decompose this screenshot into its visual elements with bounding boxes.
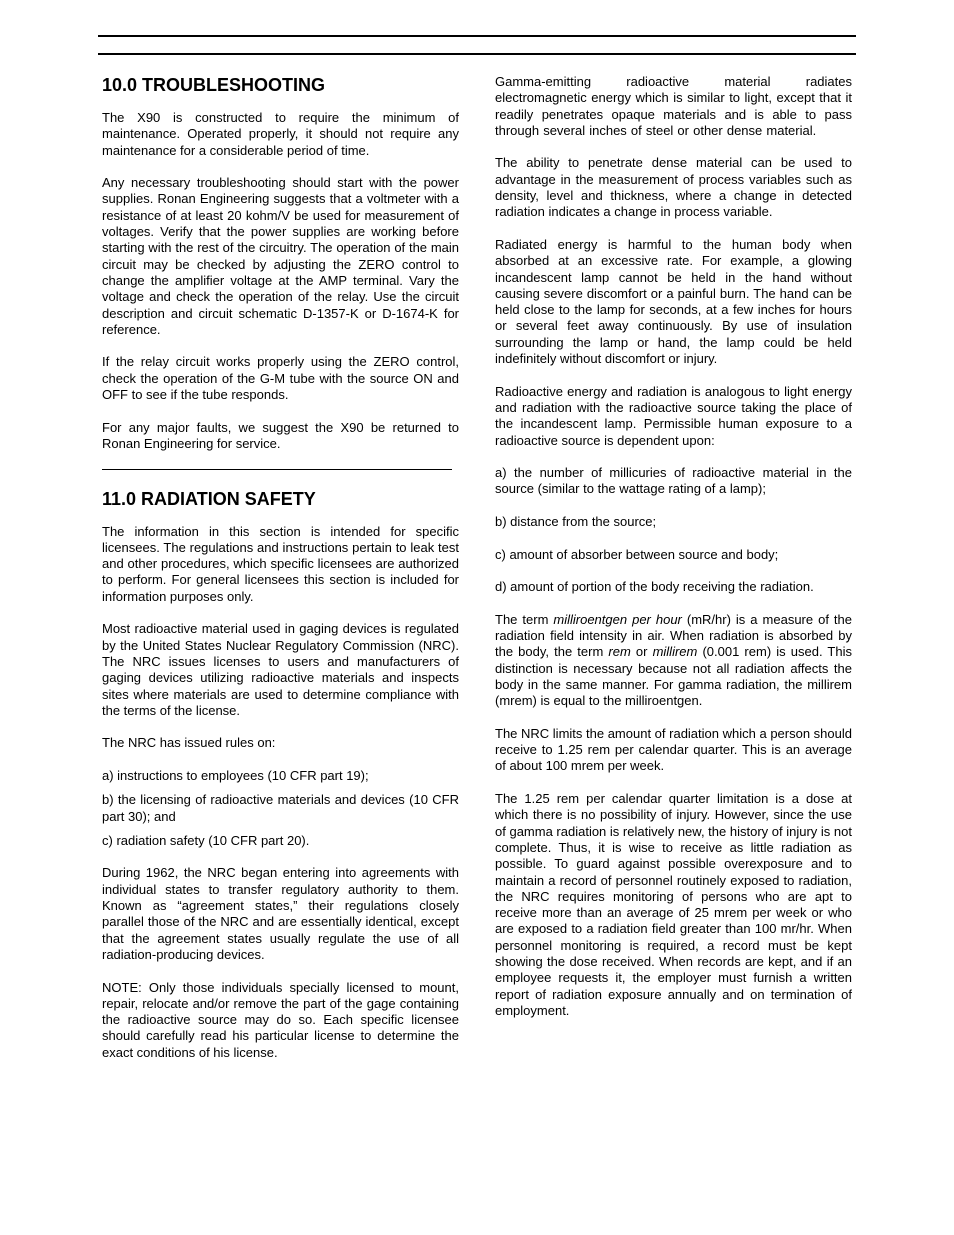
units-text: (mR/hr) is a measure of the radiation field intensity in air. When radiation is absorbed by the body, the term	[495, 611, 853, 660]
troubleshooting-paragraph: The X90 is constructed to require the minimum of maintenance. Operated properly, it should not require any maintenance for a considerable period of time.	[102, 110, 459, 158]
left-column	[102, 74, 459, 1077]
exposure-factor-item: c) amount of absorber between source and body;	[495, 546, 779, 562]
note-paragraph: NOTE: Only those individuals specially licensed to mount, repair, relocate and/or remove the part of the gage containing the radioactive source may do so. Each specific licensee should carefully read his particular license to determine the exact conditions of his license.	[102, 979, 459, 1060]
units-text: The term	[495, 611, 554, 627]
radiation-safety-paragraph: During 1962, the NRC began entering into agreements with individual states to transfer regulatory authority to them. Known as “agreement states,” their regulations closely parallel those of the NRC and are essentially identical, except that the agreement states usually regulate the use of all radiation-producing devices.	[102, 865, 459, 962]
radiation-safety-heading: 11.0 RADIATION SAFETY	[102, 488, 316, 509]
units-paragraph	[495, 612, 852, 710]
header-rule-bottom	[98, 53, 856, 55]
units-text: or	[630, 644, 653, 660]
radiation-safety-paragraph: Most radioactive material used in gaging devices is regulated by the United States Nuclear Regulatory Commission (NRC). The NRC issues licenses to users and manufacturers of gaging devices utilizing radioactive materials and inspects sites where materials are used to determine compliance with the terms of the license.	[102, 621, 459, 718]
troubleshooting-paragraph: Any necessary troubleshooting should start with the power supplies. Ronan Engineering suggests that a voltmeter with a resistance of at least 20 kohm/V be used for measurement of voltages. Verify that the power supplies are working before starting with the rest of the circuitry. The operation of the main circuit may be checked by adjusting the ZERO control to change the amplifier voltage at the AMP terminal. Vary the voltage and check the operation of the relay. Use the circuit description and circuit schematic D-1357-K or D-1674-K for reference.	[102, 175, 459, 337]
troubleshooting-heading: 10.0 TROUBLESHOOTING	[102, 75, 326, 95]
nrc-rule-item: c) radiation safety (10 CFR part 20).	[102, 832, 310, 848]
gamma-paragraph: Gamma-emitting radioactive material radiates electromagnetic energy which is similar to light, except that it readily penetrates opaque materials and is able to pass through several inches of steel or other dense material.	[495, 74, 852, 138]
radiation-safety-paragraph: The NRC has issued rules on:	[102, 735, 276, 751]
troubleshooting-paragraph: If the relay circuit works properly using the ZERO control, check the operation of the G-M tube with the source ON and OFF to see if the tube responds.	[102, 354, 459, 403]
troubleshooting-paragraph: For any major faults, we suggest the X90 be returned to Ronan Engineering for service.	[102, 419, 459, 451]
limits-paragraph: The 1.25 rem per calendar quarter limitation is a dose at which there is no possibility of injury. However, since the use of gamma radiation is relatively new, the history of injury is not complete. Thus, it is wise to receive as little radiation as possible. To guard against possible overexposure and to maintain a record of personnel routinely exposed to radiation, the NRC requires monitoring of persons who are apt to receive more than an average of 25 mrem per week or who are exposed to a radiation field greater than 100 mr/hr. When personnel monitoring is required, a record must be kept showing the dose received. When records are kept, and if an employee requests it, the employer must furnish a written report of radiation exposure annually and on termination of employment.	[495, 791, 852, 1018]
section-separator	[102, 469, 452, 470]
radiation-safety-paragraph: The information in this section is intended for specific licensees. The regulations and instructions pertain to leak test and other procedures, which specific licensees are authorized to perform. For general licensees this section is included for information purposes only.	[102, 523, 459, 604]
units-term: milliroentgen per hour	[553, 611, 682, 627]
exposure-factor-item: a) the number of millicuries of radioactive material in the source (similar to the wattage rating of a lamp);	[495, 465, 852, 497]
header-rule-top	[98, 35, 856, 37]
units-text: (0.001 rem) is used. This distinction is necessary because not all radiation affects the body in the same manner. For gamma radiation, the millirem (mrem) is equal to the milliroentgen.	[495, 644, 852, 709]
limits-paragraph: The NRC limits the amount of radiation which a person should receive to 1.25 rem per calendar quarter. This is an average of about 100 mrem per week.	[495, 725, 852, 774]
gamma-paragraph: The ability to penetrate dense material can be used to advantage in the measurement of process variables such as density, level and thickness, where a change in detected radiation indicates a change in process variable.	[495, 155, 852, 220]
units-term: millirem	[652, 644, 698, 660]
gamma-paragraph: Radioactive energy and radiation is analogous to light energy and radiation with the radioactive source taking the place of the incandescent lamp. Permissible human exposure to a radioactive source is dependent upon:	[495, 383, 852, 448]
nrc-rule-item: b) the licensing of radioactive materials and devices (10 CFR part 30); and	[102, 792, 459, 824]
right-column	[495, 74, 852, 1036]
exposure-factor-item: b) distance from the source;	[495, 514, 657, 530]
exposure-factor-item: d) amount of portion of the body receiving the radiation.	[495, 579, 814, 595]
units-term: rem	[608, 644, 631, 660]
gamma-paragraph: Radiated energy is harmful to the human body when absorbed at an excessive rate. For example, a glowing incandescent lamp cannot be held in the hand without causing severe discomfort or a painful burn. The hand can be held close to the lamp for seconds, at a few inches for hours or several feet away continuously. By use of insulation surrounding the lamp or hand, the lamp could be held indefinitely without discomfort or injury.	[495, 236, 852, 367]
nrc-rule-item: a) instructions to employees (10 CFR part 19);	[102, 767, 369, 783]
